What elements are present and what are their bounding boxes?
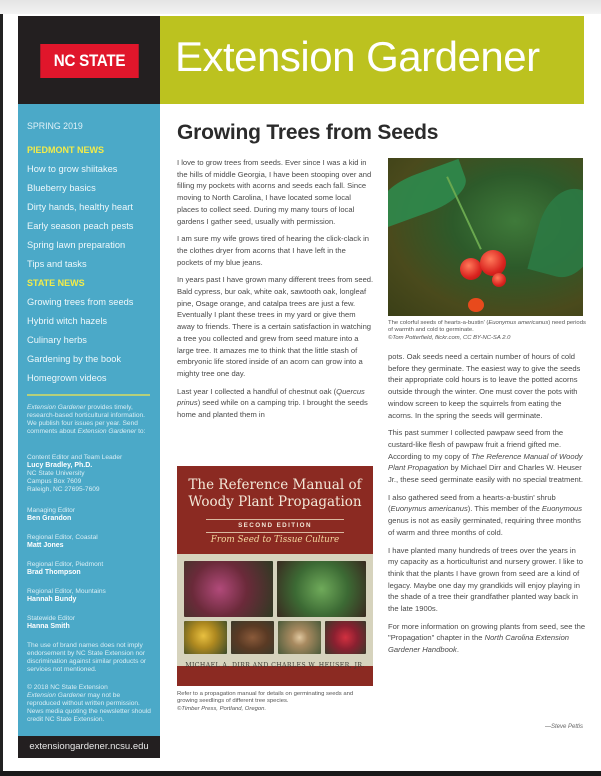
section-heading-piedmont: PIEDMONT NEWS	[27, 145, 105, 155]
staff-statewide-editor: Statewide Editor Hanna Smith	[27, 615, 76, 631]
issue-season: SPRING 2019	[27, 121, 83, 131]
staff-coastal-editor: Regional Editor, Coastal Matt Jones	[27, 534, 98, 550]
yellow-flower-photo	[184, 621, 227, 654]
leaf-shape	[527, 182, 583, 284]
paragraph: I love to grow trees from seeds. Ever since I was a kid in the hills of middle Georgia, I have been stooping over and filling my pockets with acorns and seeds each fall. Since moving to North Carolina, I have located some local places to collect seed. During my many tours of local gardens I gather seed, usually with permission.	[177, 158, 372, 226]
nav-item-gardening-book[interactable]: Gardening by the book	[27, 354, 122, 364]
seed-pod	[480, 250, 506, 276]
nav-item-videos[interactable]: Homegrown videos	[27, 373, 107, 383]
seed-pod	[468, 298, 484, 312]
book-authors: MICHAEL A. DIRR AND CHARLES W. HEUSER, JR.	[185, 662, 365, 669]
page-bottom-edge	[0, 771, 601, 776]
book-photo-panel	[177, 554, 373, 666]
paragraph: Last year I collected a handful of chestnut oak (Quercus prinus) seed while on a camping trip. I brought the seeds home and planted them in	[177, 386, 368, 420]
newsletter-title: Extension Gardener	[175, 33, 540, 80]
nav-item-blueberry[interactable]: Blueberry basics	[27, 183, 96, 193]
book-rule	[206, 519, 344, 520]
seed-pod	[460, 258, 482, 280]
nav-item-lawn[interactable]: Spring lawn preparation	[27, 240, 126, 250]
page-left-edge	[0, 14, 3, 776]
nav-item-witch-hazels[interactable]: Hybrid witch hazels	[27, 316, 108, 326]
author-byline: —Steve Pettis	[545, 724, 584, 730]
photo-caption: The colorful seeds of hearts-a-bustin' (Euonymus americanus) need periods of warmth and cold to germinate. ©Tom Potterfield, flickr.com, CC BY-NC-SA 2.0	[388, 320, 586, 341]
sidebar-divider	[27, 394, 150, 396]
disclaimer: The use of brand names does not imply endorsement by NC State Extension nor discrimination against similar products or services not mentioned.	[27, 642, 147, 674]
copyright: © 2018 NC State Extension Extension Gardener may not be reproduced without written permission. News media quoting the newsletter should credit NC State Extension.	[27, 684, 151, 724]
nav-item-tips[interactable]: Tips and tasks	[27, 259, 87, 269]
article-title: Growing Trees from Seeds	[177, 121, 439, 144]
paragraph: I have planted many hundreds of trees over the years in my capacity as a horticulturist and nursery grower. I like to think that the plants I have grown from seed are a kind of legacy. Maybe one day my grandkids will enjoy playing in the shade of a tree their grandfather planted way back in the late 1900s.	[388, 545, 583, 614]
sidebar	[18, 104, 160, 736]
section-heading-state: STATE NEWS	[27, 278, 85, 288]
nav-item-shiitakes[interactable]: How to grow shiitakes	[27, 164, 118, 174]
hearts-a-bustin-photo	[388, 158, 583, 316]
about-text: Extension Gardener provides timely, research-based horticultural information. We publish four issues per year. Send comments about Extension Gardener to:	[27, 404, 146, 436]
article-column-1	[177, 157, 374, 427]
article-column-2	[388, 351, 588, 662]
page-top-margin	[0, 0, 601, 14]
nc-state-logo[interactable]: NC STATE	[40, 44, 138, 78]
nav-item-dirty-hands[interactable]: Dirty hands, healthy heart	[27, 202, 133, 212]
nav-item-herbs[interactable]: Culinary herbs	[27, 335, 87, 345]
staff-piedmont-editor: Regional Editor, Piedmont Brad Thompson	[27, 561, 104, 577]
pinecone-photo	[231, 621, 274, 654]
book-rule	[206, 532, 344, 533]
leaf-shape	[388, 159, 472, 227]
paragraph: For more information on growing plants from seed, see the "Propagation" chapter in the North Carolina Extension Gardener Handbook.	[388, 621, 586, 655]
seed-pod	[492, 273, 506, 287]
book-title: The Reference Manual of Woody Plant Propagation	[188, 477, 362, 510]
paragraph: I also gathered seed from a hearts-a-bustin' shrub (Euonymus americanus). This member of the Euonymous genus is not as easily germinated, requiring three months of warm and three months of cold.	[388, 492, 583, 537]
nav-item-peach-pests[interactable]: Early season peach pests	[27, 221, 134, 231]
flower-photo	[184, 561, 273, 617]
paragraph: pots. Oak seeds need a certain number of hours of cold before they germinate. The easiest way to give the seeds their appropriate cold hours is to leave the potted acorns outside through the winter. One must cover the pots with window screen to keep the squirrels from eating the acorns. In the spring the seeds will germinate.	[388, 352, 581, 420]
staff-content-editor: Content Editor and Team Leader Lucy Bradley, Ph.D. NC State University Campus Box 7609 Raleigh, NC 27695-7609	[27, 454, 123, 494]
seedling-photo	[277, 561, 366, 617]
website-url[interactable]: extensiongardener.ncsu.edu	[18, 736, 160, 758]
book-caption: Refer to a propagation manual for details on germinating seeds and growing seedlings of different tree species. ©Timber Press, Portland, Oregon.	[177, 691, 354, 712]
nut-photo	[278, 621, 321, 654]
book-cover-image	[177, 466, 373, 686]
staff-mountains-editor: Regional Editor, Mountains Hannah Bundy	[27, 588, 106, 604]
paragraph: I am sure my wife grows tired of hearing the click-clack in the clothes dryer from acorns that I have left in the pockets of my blue jeans.	[177, 234, 370, 267]
nav-item-trees[interactable]: Growing trees from seeds	[27, 297, 134, 307]
book-subtitle: From Seed to Tissue Culture	[210, 535, 340, 545]
paragraph: In years past I have grown many different trees from seed. Bald cypress, bur oak, white oak, sawtooth oak, longleaf pine, Osage orange, and catalpa trees are just a few. Eventually I plant these trees in my yard or give them away to friends. There is a certain satisfaction in watching a tree you collected and grew from seed mature into a large tree. It amazes me to think that the little stash of embryonic life stored inside of an acorn can grow into a mighty tree one day.	[177, 275, 374, 378]
staff-managing-editor: Managing Editor Ben Grandon	[27, 507, 76, 523]
paragraph: This past summer I collected pawpaw seed from the custard-like flesh of pawpaw fruit a friend gifted me. According to my copy of The Reference Manual of Woody Plant Propagation by Michael Dirr and Charles W. Heuser Jr., these seed germinate easily with no special treatment.	[388, 428, 584, 485]
book-edition: SECOND EDITION	[238, 522, 312, 529]
red-seeds-photo	[325, 621, 366, 654]
